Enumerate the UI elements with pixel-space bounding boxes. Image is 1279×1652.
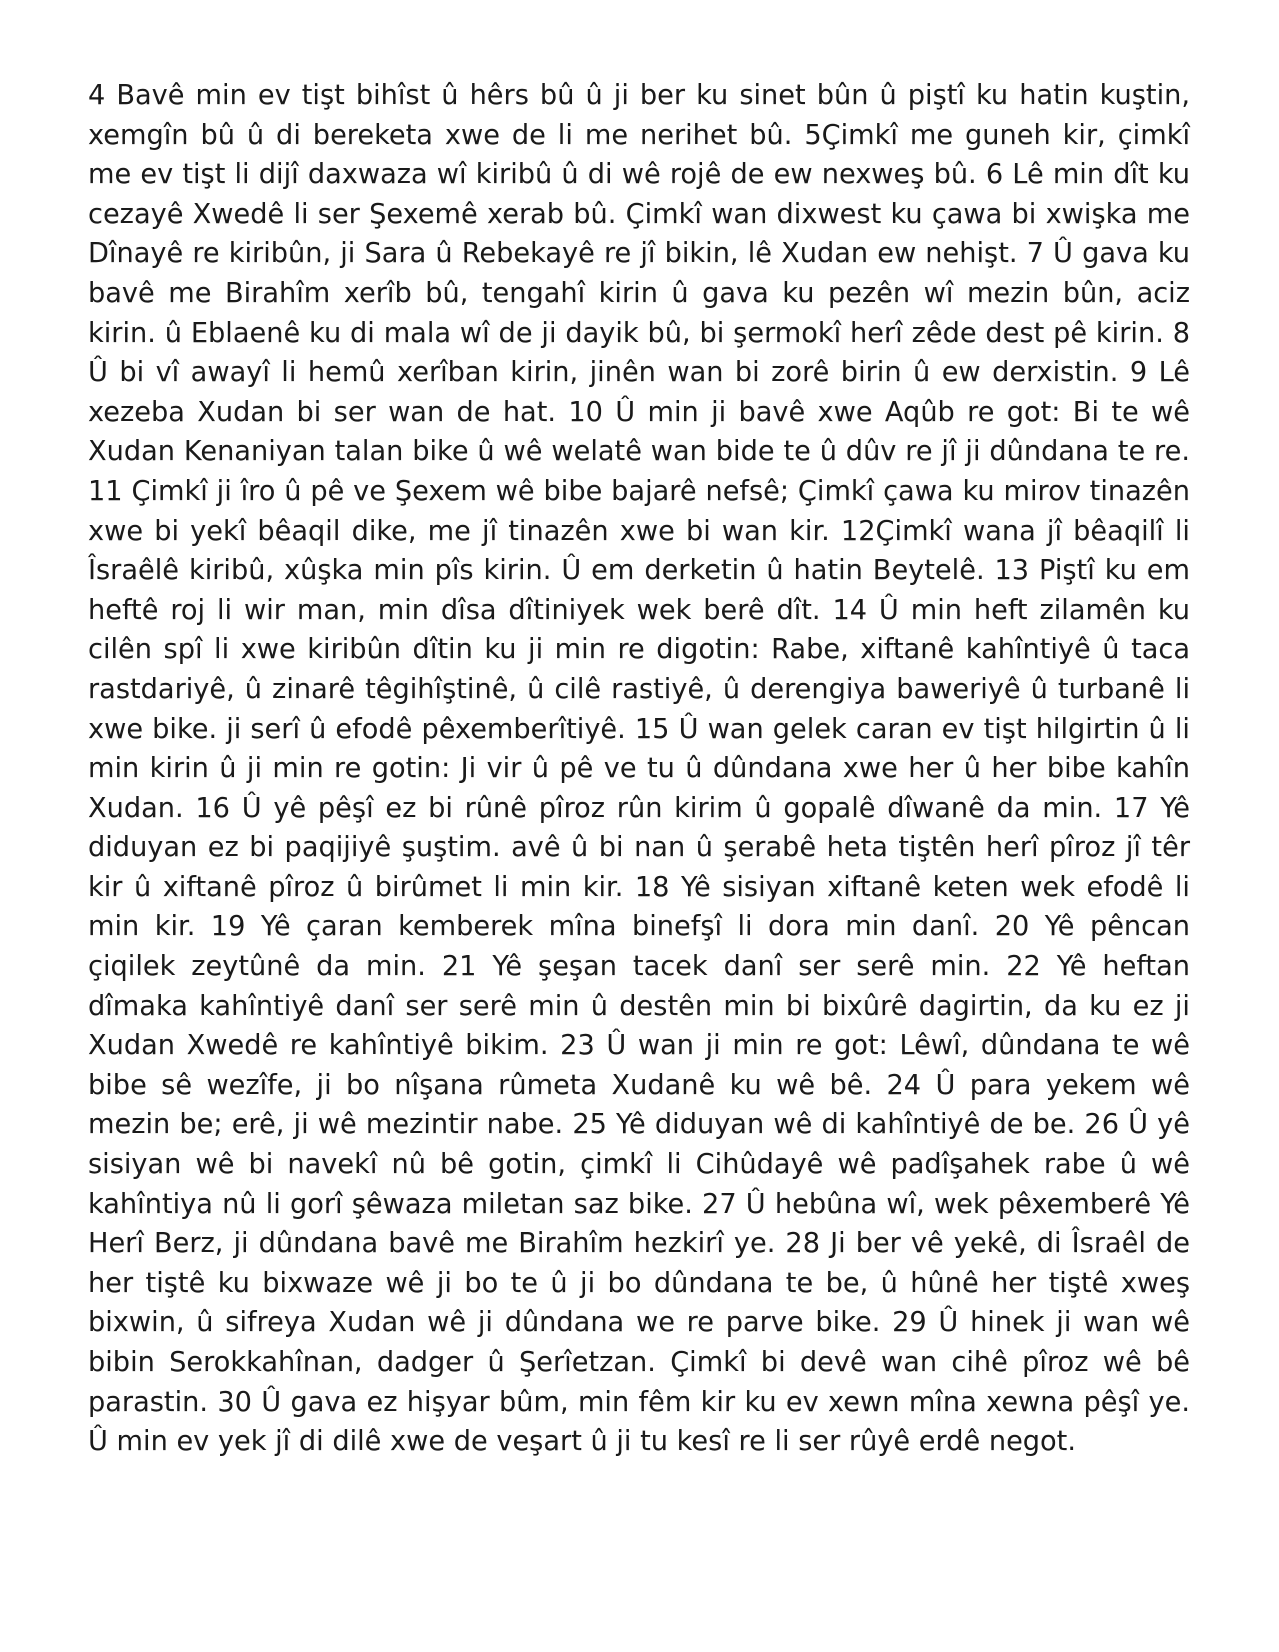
body-paragraph: 4 Bavê min ev tişt bihîst û hêrs bû û ji ber ku sinet bûn û piştî ku hatin kuştin, xemgîn bû û di bereketa xwe de li me nerihet bû. 5Çimkî me guneh kir, çimkî me ev tişt li dijî daxwaza wî kiribû û di wê rojê de ew nexweş bû. 6 Lê min dît ku cezayê Xwedê li ser Şexemê xerab bû. Çimkî wan dixwest ku çawa bi xwişka me Dînayê re kiribûn, ji Sara û Rebekayê re jî bikin, lê Xudan ew nehişt. 7 Û gava ku bavê me Birahîm xerîb bû, tengahî kirin û gava ku pezên wî mezin bûn, aciz kirin. û Eblaenê ku di mala wî de ji dayik bû, bi şermokî herî zêde dest pê kirin. 8 Û bi vî awayî li hemû xerîban kirin, jinên wan bi zorê birin û ew derxistin. 9 Lê xezeba Xudan bi ser wan de hat. 10 Û min ji bavê xwe Aqûb re got: Bi te wê Xudan Kenaniyan talan bike û wê welatê wan bide te û dûv re jî ji dûndana te re. 11 Çimkî ji îro û pê ve Şexem wê bibe bajarê nefsê; Çimkî çawa ku mirov tinazên xwe bi yekî bêaqil dike, me jî tinazên xwe bi wan kir. 12Çimkî wana jî bêaqilî li Îsraêlê kiribû, xûşka min pîs kirin. Û em derketin û hatin Beytelê. 13 Piştî ku em heftê roj li wir man, min dîsa dîtiniyek wek berê dît. 14 Û min heft zilamên ku cilên spî li xwe kiribûn dîtin ku ji min re digotin: Rabe, xiftanê kahîntiyê û taca rastdariyê, û zinarê têgihîştinê, û cilê rastiyê, û derengiya baweriyê û turbanê li xwe bike. ji serî û efodê pêxemberîtiyê. 15 Û wan gelek caran ev tişt hilgirtin û li min kirin û ji min re gotin: Ji vir û pê ve tu û dûndana xwe her û her bibe kahîn Xudan. 16 Û yê pêşî ez bi rûnê pîroz rûn kirim û gopalê dîwanê da min. 17 Yê diduyan ez bi paqijiyê şuştim. avê û bi nan û şerabê heta tiştên herî pîroz jî têr kir û xiftanê pîroz û birûmet li min kir. 18 Yê sisiyan xiftanê keten wek efodê li min kir. 19 Yê çaran kemberek mîna binefşî li dora min danî. 20 Yê pêncan çiqilek zeytûnê da min. 21 Yê şeşan tacek danî ser serê min. 22 Yê heftan dîmaka kahîntiyê danî ser serê min û destên min bi bixûrê dagirtin, da ku ez ji Xudan Xwedê re kahîntiyê bikim. 23 Û wan ji min re got: Lêwî, dûndana te wê bibe sê wezîfe, ji bo nîşana rûmeta Xudanê ku wê bê. 24 Û para yekem wê mezin be; erê, ji wê mezintir nabe. 25 Yê diduyan wê di kahîntiyê de be. 26 Û yê sisiyan wê bi navekî nû bê gotin, çimkî li Cihûdayê wê padîşahek rabe û wê kahîntiya nû li gorî şêwaza miletan saz bike. 27 Û hebûna wî, wek pêxemberê Yê Herî Berz, ji dûndana bavê me Birahîm hezkirî ye. 28 Ji ber vê yekê, di Îsraêl de her tiştê ku bixwaze wê ji bo te û ji bo dûndana te be, û hûnê her tiştê xweş bixwin, û sifreya Xudan wê ji dûndana we re parve bike. 29 Û hinek ji wan wê bibin Serokkahînan, dadger û Şerîetzan. Çimkî bi devê wan cihê pîroz wê bê parastin. 30 Û gava ez hişyar bûm, min fêm kir ku ev xewn mîna xewna pêşî ye. Û min ev yek jî di dilê xwe de veşart û ji tu kesî re li ser rûyê erdê negot. bbox=[88, 80, 1190, 1458]
